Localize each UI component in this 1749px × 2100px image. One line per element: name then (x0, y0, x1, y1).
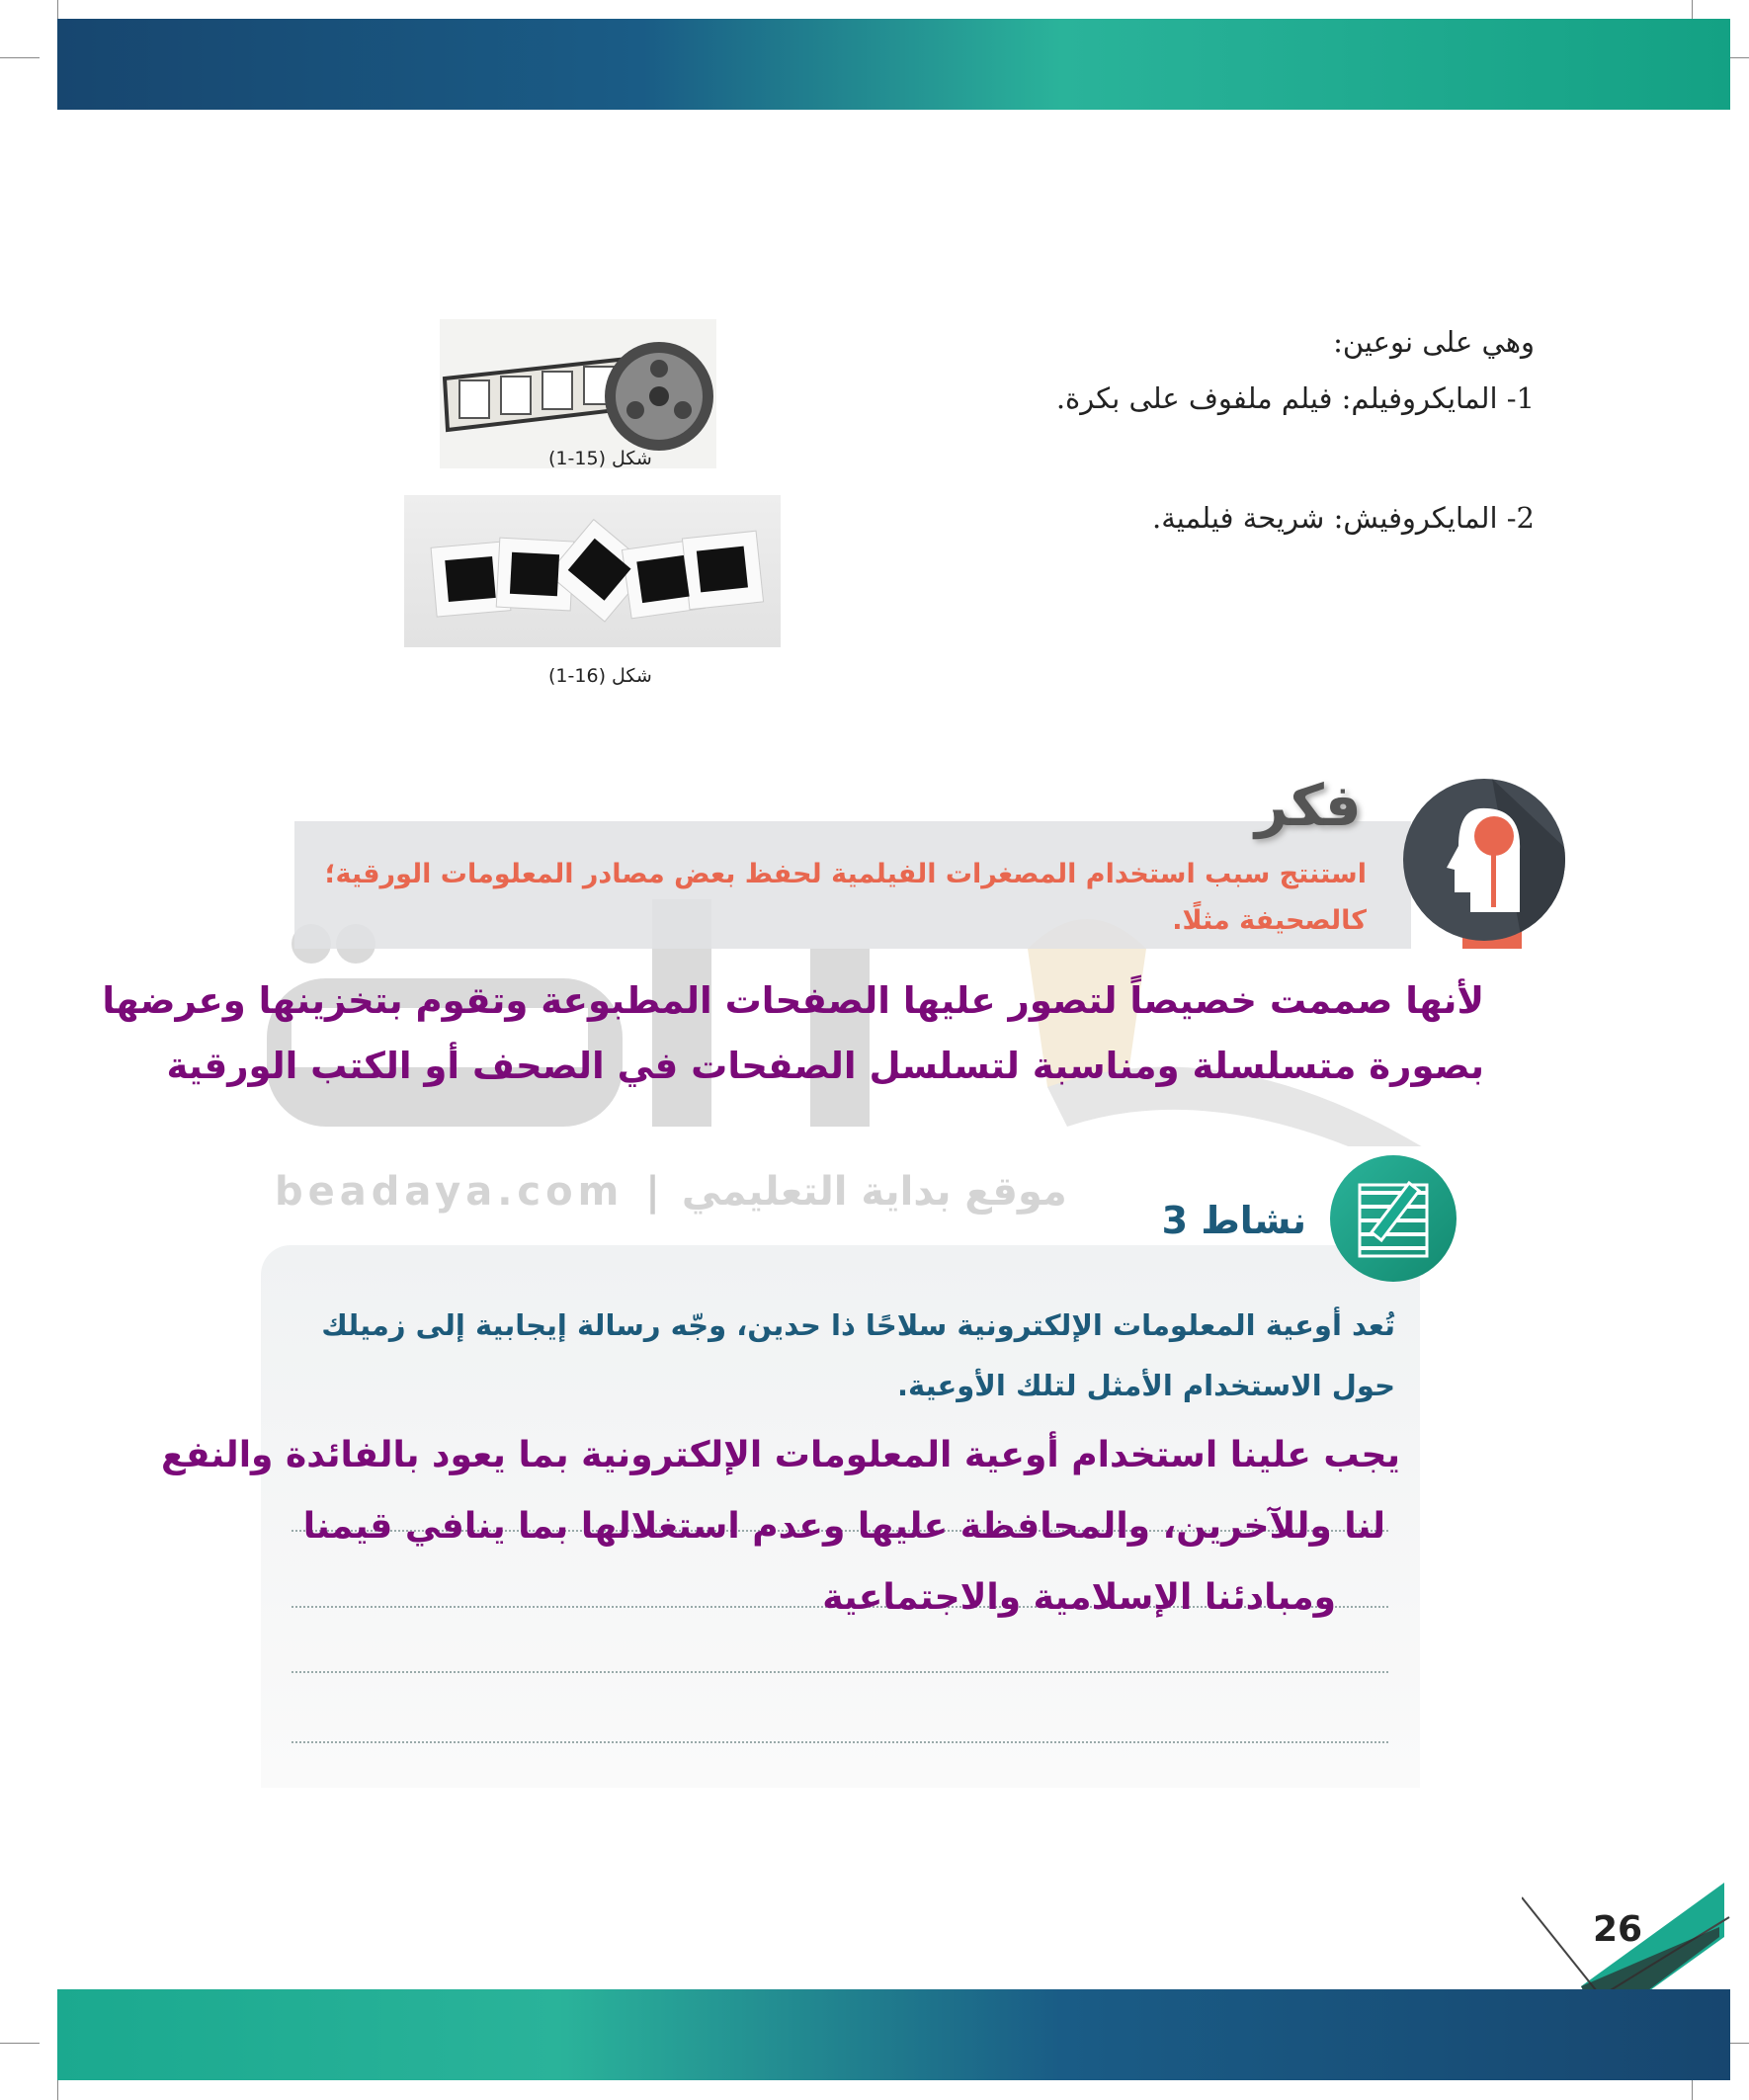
think-title: فكر (1255, 772, 1362, 839)
activity-answer-line-2: لنا وللآخرين، والمحافظة عليها وعدم استغلالها بما ينافي قيمنا (302, 1506, 1385, 1547)
intro-item-2: 2- المايكروفيش: شريحة فيلمية. (1152, 501, 1535, 535)
answer-line (292, 1741, 1388, 1743)
activity-notebook-icon (1330, 1155, 1457, 1282)
page-number: 26 (1593, 1909, 1643, 1950)
think-question-line-2: كالصحيفة مثلًا. (1172, 905, 1367, 936)
activity-answer-line-3: ومبادئنا الإسلامية والاجتماعية (822, 1577, 1336, 1618)
answer-line (292, 1671, 1388, 1673)
watermark-label: موقع بداية التعليمي (681, 1169, 1067, 1215)
activity-question-line-1: تُعد أوعية المعلومات الإلكترونية سلاحًا ذا حدين، وجّه رسالة إيجابية إلى زميلك (321, 1308, 1395, 1342)
watermark-divider: | (645, 1169, 660, 1215)
intro-item-1: 1- المايكروفيلم: فيلم ملفوف على بكرة. (1055, 381, 1535, 415)
activity-question-line-2: حول الاستخدام الأمثل لتلك الأوعية. (897, 1369, 1395, 1402)
microfiche-slides-image (404, 495, 781, 647)
footer-band (57, 1989, 1730, 2080)
think-head-icon (1403, 779, 1565, 941)
figure-caption: شكل (16-1) (548, 665, 652, 687)
think-question-line-1: استنتج سبب استخدام المصغرات الفيلمية لحفظ بعض مصادر المعلومات الورقية؛ (324, 859, 1367, 889)
watermark-row (275, 1168, 1067, 1216)
crop-mark (0, 57, 40, 58)
crop-mark (0, 2043, 40, 2044)
think-answer-line-2: بصورة متسلسلة ومناسبة لتسلسل الصفحات في الصحف أو الكتب الورقية (166, 1045, 1484, 1087)
activity-title: نشاط 3 (1161, 1199, 1306, 1242)
think-answer-line-1: لأنها صممت خصيصاً لتصور عليها الصفحات المطبوعة وتقوم بتخزينها وعرضها (102, 979, 1484, 1022)
header-band (57, 19, 1730, 110)
activity-answer-line-1: يجب علينا استخدام أوعية المعلومات الإلكترونية بما يعود بالفائدة والنفع (160, 1435, 1400, 1475)
intro-lead: وهي على نوعين: (1333, 325, 1535, 359)
figure-caption: شكل (15-1) (548, 448, 652, 469)
watermark-site: beadaya.com (275, 1169, 625, 1215)
